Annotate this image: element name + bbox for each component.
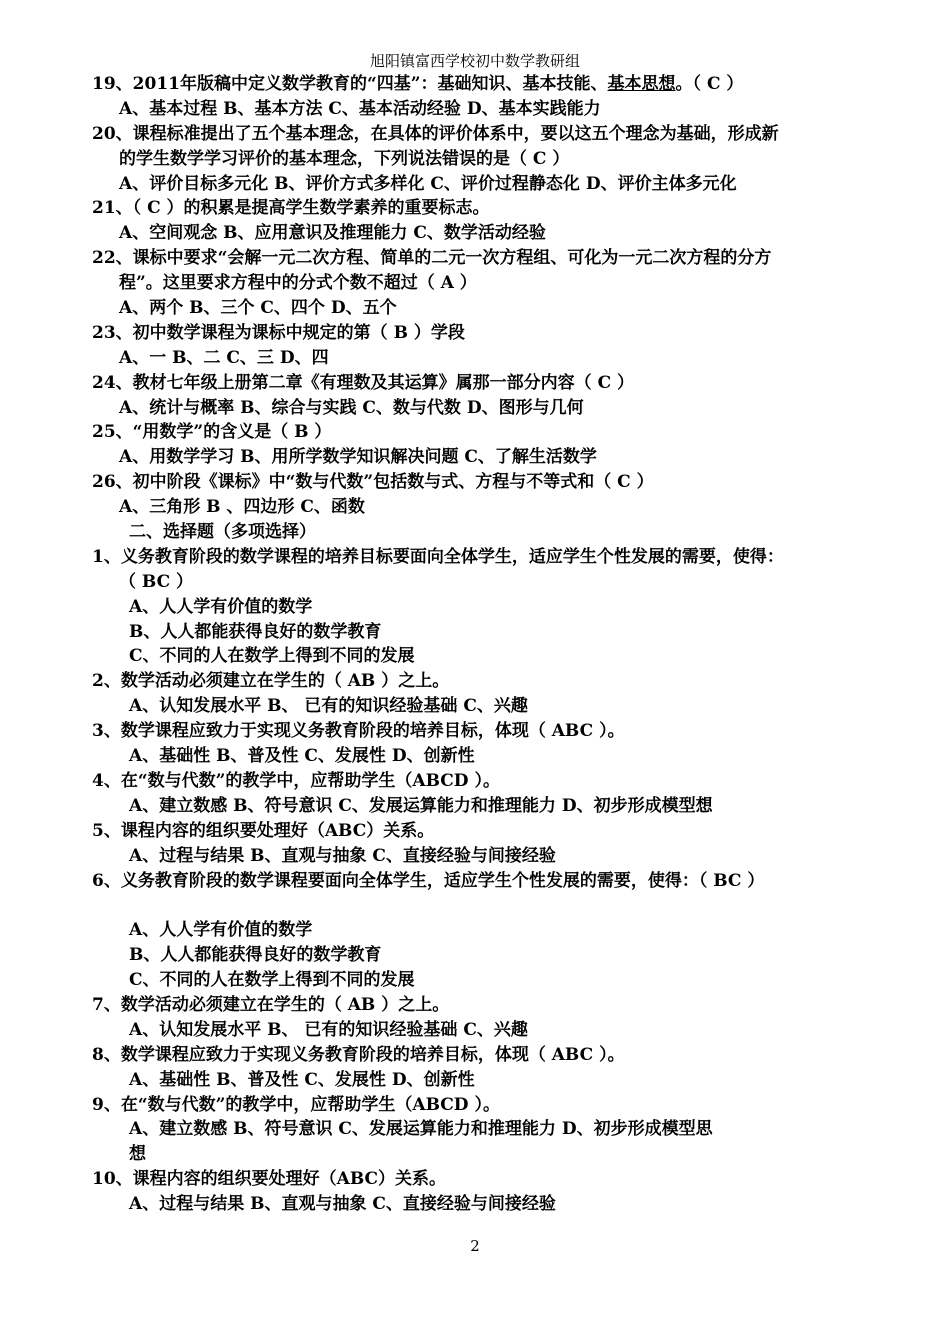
mq-7: 7、数学活动必须建立在学生的（ AB ）之上。 — [92, 994, 450, 1015]
question-23: 23、初中数学课程为课标中规定的第（ B ）学段 — [92, 322, 465, 343]
question-25-options: A、用数学学习 B、用所学数学知识解决问题 C、了解生活数学 — [119, 447, 597, 468]
question-26: 26、初中阶段《课标》中“数与代数”包括数与式、方程与不等式和（ C ） — [92, 472, 654, 493]
page-header: 旭阳镇富西学校初中数学教研组 — [369, 52, 580, 70]
mq-9-options: A、建立数感 B、符号意识 C、发展运算能力和推理能力 D、初步形成模型思 — [129, 1119, 713, 1140]
mq-1-option-b: B、人人都能获得良好的数学教育 — [129, 621, 382, 642]
mq-2-options: A、认知发展水平 B、 已有的知识经验基础 C、兴趣 — [129, 696, 528, 717]
mq-6-option-c: C、不同的人在数学上得到不同的发展 — [129, 970, 415, 991]
mq-7-options: A、认知发展水平 B、 已有的知识经验基础 C、兴趣 — [129, 1019, 528, 1040]
question-21-options: A、空间观念 B、应用意识及推理能力 C、数学活动经验 — [119, 223, 546, 244]
mq-9-options-cont: 想 — [129, 1144, 146, 1165]
question-24-options: A、统计与概率 B、综合与实践 C、数与代数 D、图形与几何 — [119, 397, 584, 418]
mq-2: 2、数学活动必须建立在学生的（ AB ）之上。 — [92, 671, 450, 692]
page-number: 2 — [470, 1237, 480, 1255]
mq-3: 3、数学课程应致力于实现义务教育阶段的培养目标，体现（ ABC ）。 — [92, 721, 625, 742]
question-22-cont: 程”。这里要求方程中的分式个数不超过（ A ） — [119, 273, 477, 294]
mq-4: 4、在“数与代数”的教学中，应帮助学生（ABCD ）。 — [92, 770, 500, 791]
question-19-options: A、基本过程 B、基本方法 C、基本活动经验 D、基本实践能力 — [119, 98, 601, 119]
underlined-answer: 基本思想 — [607, 74, 676, 94]
mq-6: 6、义务教育阶段的数学课程要面向全体学生，适应学生个性发展的需要，使得：（ BC ） — [92, 870, 765, 891]
question-21: 21、（ C ）的积累是提高学生数学素养的重要标志。 — [92, 198, 490, 219]
question-20: 20、课程标准提出了五个基本理念，在具体的评价体系中，要以这五个理念为基础，形成新 — [92, 123, 779, 144]
mq-10: 10、课程内容的组织要处理好（ABC）关系。 — [92, 1169, 447, 1190]
mq-1-option-a: A、人人学有价值的数学 — [129, 596, 313, 617]
question-20-cont: 的学生数学学习评价的基本理念，下列说法错误的是（ C ） — [119, 148, 570, 169]
blank-line — [92, 893, 872, 918]
mq-1-option-c: C、不同的人在数学上得到不同的发展 — [129, 646, 415, 667]
mq-9: 9、在“数与代数”的教学中，应帮助学生（ABCD ）。 — [92, 1094, 500, 1115]
question-19-text: 19、2011年版稿中定义数学教育的“四基”：基础知识、基本技能、 — [92, 74, 608, 94]
question-22-options: A、两个 B、三个 C、四个 D、五个 — [119, 298, 397, 319]
mq-4-options: A、建立数感 B、符号意识 C、发展运算能力和推理能力 D、初步形成模型想 — [129, 795, 713, 816]
mq-8-options: A、基础性 B、普及性 C、发展性 D、创新性 — [129, 1069, 475, 1090]
mq-6-option-b: B、人人都能获得良好的数学教育 — [129, 945, 382, 966]
mq-8: 8、数学课程应致力于实现义务教育阶段的培养目标，体现（ ABC ）。 — [92, 1044, 625, 1065]
mq-5: 5、课程内容的组织要处理好（ABC）关系。 — [92, 820, 435, 841]
question-26-options: A、三角形 B 、四边形 C、函数 — [119, 497, 365, 518]
question-19 — [92, 72, 872, 97]
section-heading: 二、选择题（多项选择） — [129, 522, 316, 543]
mq-6-option-a: A、人人学有价值的数学 — [129, 920, 313, 941]
mq-1-answer: （ BC ） — [119, 571, 194, 592]
question-22: 22、课标中要求“会解一元二次方程、简单的二元一次方程组、可化为一元二次方程的分方 — [92, 248, 772, 269]
mq-10-options: A、过程与结果 B、直观与抽象 C、直接经验与间接经验 — [129, 1194, 556, 1215]
mq-3-options: A、基础性 B、普及性 C、发展性 D、创新性 — [129, 746, 475, 767]
mq-5-options: A、过程与结果 B、直观与抽象 C、直接经验与间接经验 — [129, 845, 556, 866]
document-body — [92, 72, 872, 1217]
question-19-answer: 。（ C ） — [675, 74, 744, 94]
question-23-options: A、一 B、二 C、三 D、四 — [119, 347, 329, 368]
question-20-options: A、评价目标多元化 B、评价方式多样化 C、评价过程静态化 D、评价主体多元化 — [119, 173, 737, 194]
question-24: 24、教材七年级上册第二章《有理数及其运算》属那一部分内容（ C ） — [92, 372, 635, 393]
mq-1: 1、义务教育阶段的数学课程的培养目标要面向全体学生，适应学生个性发展的需要，使得： — [92, 546, 784, 567]
question-25: 25、“用数学”的含义是（ B ） — [92, 422, 332, 443]
